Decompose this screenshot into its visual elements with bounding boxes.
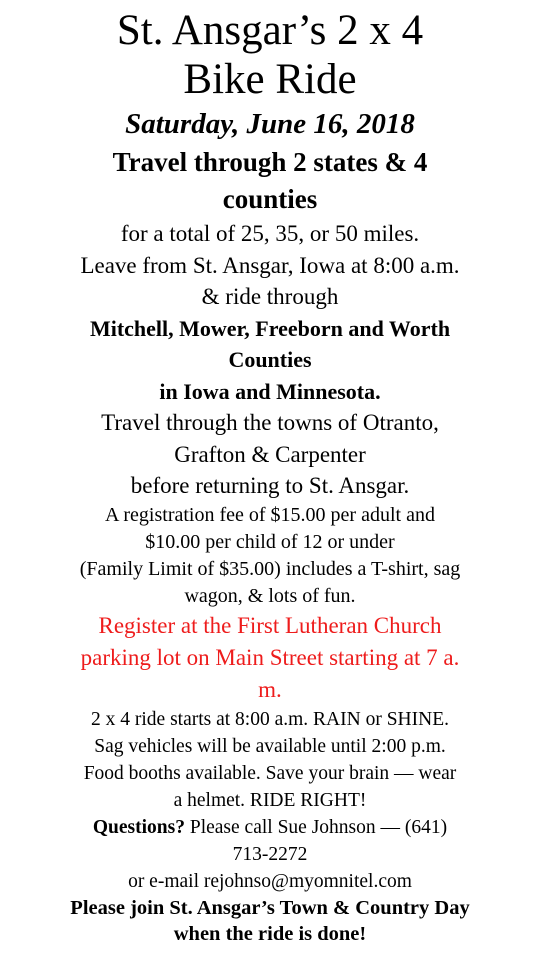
food-line-1: Food booths available. Save your brain — wear bbox=[83, 762, 457, 784]
questions-text: Please call Sue Johnson — (641) bbox=[184, 816, 448, 838]
register-line-1: Register at the First Lutheran Church bbox=[98, 612, 442, 638]
towns-line-1: Travel through the towns of Otranto, bbox=[101, 410, 439, 435]
fee-line-4: wagon, & lots of fun. bbox=[184, 584, 356, 607]
register-line-2: parking lot on Main Street starting at 7 a. bbox=[80, 644, 460, 670]
miles-text: for a total of 25, 35, or 50 miles. bbox=[120, 221, 420, 246]
fee-line-2: $10.00 per child of 12 or under bbox=[145, 530, 395, 553]
states-text: in Iowa and Minnesota. bbox=[159, 378, 381, 404]
fee-line-1: A registration fee of $15.00 per adult and bbox=[105, 503, 435, 526]
leave-text: Leave from St. Ansgar, Iowa at 8:00 a.m. bbox=[80, 252, 460, 278]
ride-through-text: & ride through bbox=[201, 284, 339, 309]
travel-line-2: counties bbox=[222, 184, 318, 214]
title-line-1: St. Ansgar’s 2 x 4 bbox=[116, 7, 424, 54]
returning-text: before returning to St. Ansgar. bbox=[130, 473, 410, 498]
towns-line-2: Grafton & Carpenter bbox=[174, 441, 366, 467]
register-line-3: m. bbox=[258, 676, 282, 702]
join-line-2: when the ride is done! bbox=[173, 922, 367, 945]
start-time-text: 2 x 4 ride starts at 8:00 a.m. RAIN or SHINE. bbox=[91, 708, 449, 730]
join-line-1: Please join St. Ansgar’s Town & Country Day bbox=[70, 896, 470, 919]
phone-tail: 713-2272 bbox=[232, 843, 308, 865]
event-date: Saturday, June 16, 2018 bbox=[125, 108, 415, 140]
sag-vehicles-text: Sag vehicles will be available until 2:00 p.m. bbox=[94, 735, 446, 757]
travel-line-1: Travel through 2 states & 4 bbox=[112, 147, 428, 177]
counties-line-1: Mitchell, Mower, Freeborn and Worth bbox=[89, 315, 451, 341]
questions-label: Questions? bbox=[92, 816, 185, 838]
title-line-2: Bike Ride bbox=[183, 56, 357, 103]
food-line-2: a helmet. RIDE RIGHT! bbox=[173, 789, 367, 811]
fee-line-3: (Family Limit of $35.00) includes a T-shirt, sag bbox=[79, 557, 461, 580]
questions-line bbox=[0, 814, 540, 841]
counties-line-2: Counties bbox=[228, 347, 312, 372]
email-text: or e-mail rejohnso@myomnitel.com bbox=[128, 870, 412, 892]
